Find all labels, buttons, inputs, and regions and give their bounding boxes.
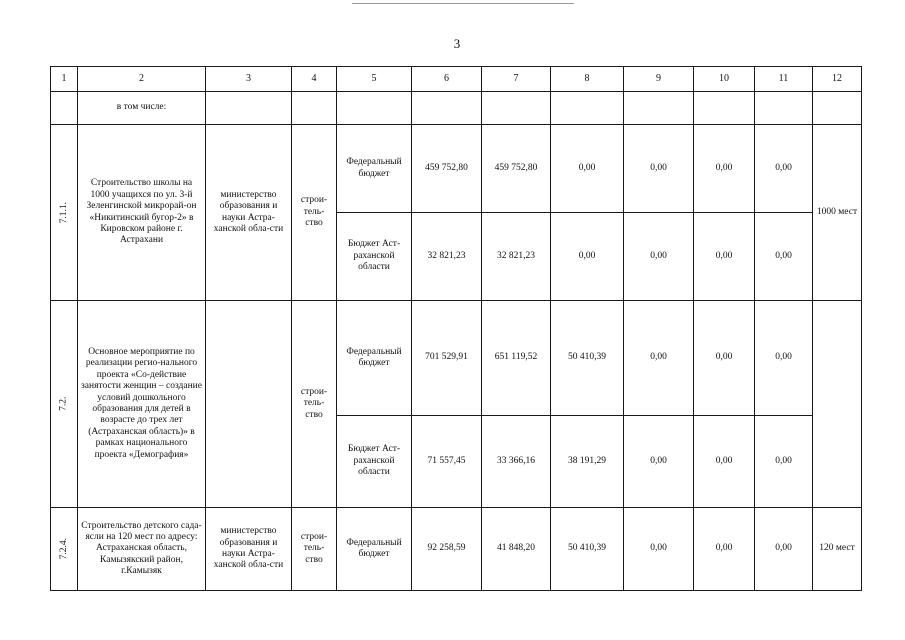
row-code: 7.2.4. bbox=[51, 508, 78, 591]
value-cell: 50 410,39 bbox=[551, 508, 624, 591]
value-cell: 0,00 bbox=[694, 416, 755, 508]
row-code: 7.1.1. bbox=[51, 125, 78, 301]
empty-cell bbox=[482, 92, 551, 125]
header-cell: 6 bbox=[412, 67, 482, 92]
work-type-cell: строи-тель-ство bbox=[292, 125, 337, 301]
empty-cell bbox=[551, 92, 624, 125]
work-type-cell: строи-тель-ство bbox=[292, 508, 337, 591]
work-type-cell: строи-тель-ство bbox=[292, 301, 337, 508]
including-label: в том числе: bbox=[78, 92, 206, 125]
value-cell: 0,00 bbox=[755, 416, 813, 508]
value-cell: 701 529,91 bbox=[412, 301, 482, 416]
empty-cell bbox=[412, 92, 482, 125]
value-cell: 0,00 bbox=[694, 301, 755, 416]
funding-source: Бюджет Аст-раханской области bbox=[337, 213, 412, 301]
capacity-cell: 120 мест bbox=[813, 508, 862, 591]
empty-cell bbox=[813, 92, 862, 125]
value-cell: 0,00 bbox=[694, 125, 755, 213]
empty-cell bbox=[206, 92, 292, 125]
value-cell: 0,00 bbox=[694, 213, 755, 301]
header-cell: 3 bbox=[206, 67, 292, 92]
empty-cell bbox=[337, 92, 412, 125]
header-cell: 12 bbox=[813, 67, 862, 92]
measure-name: Строительство школы на 1000 учащихся по ул. 3-й Зеленгинской микрорай-он «Никитинский бугор-2» в Кировском районе г. Астрахани bbox=[78, 125, 206, 301]
measure-name: Строительство детского сада-ясли на 120 мест по адресу: Астраханская область, Камызякский район, г.Камызяк bbox=[78, 508, 206, 591]
value-cell: 0,00 bbox=[755, 301, 813, 416]
executor-cell: министерство образования и науки Астра-ханской обла-сти bbox=[206, 508, 292, 591]
header-cell: 8 bbox=[551, 67, 624, 92]
header-cell: 2 bbox=[78, 67, 206, 92]
capacity-cell: 1000 мест bbox=[813, 125, 862, 301]
value-cell: 92 258,59 bbox=[412, 508, 482, 591]
budget-table bbox=[50, 66, 862, 591]
empty-cell bbox=[51, 92, 78, 125]
value-cell: 38 191,29 bbox=[551, 416, 624, 508]
value-cell: 0,00 bbox=[755, 508, 813, 591]
value-cell: 0,00 bbox=[624, 213, 694, 301]
value-cell: 50 410,39 bbox=[551, 301, 624, 416]
header-cell: 9 bbox=[624, 67, 694, 92]
table-row bbox=[51, 125, 862, 213]
value-cell: 0,00 bbox=[624, 301, 694, 416]
value-cell: 0,00 bbox=[755, 125, 813, 213]
empty-cell bbox=[624, 92, 694, 125]
including-row bbox=[51, 92, 862, 125]
value-cell: 651 119,52 bbox=[482, 301, 551, 416]
funding-source: Федеральный бюджет bbox=[337, 125, 412, 213]
empty-cell bbox=[694, 92, 755, 125]
empty-cell bbox=[292, 92, 337, 125]
value-cell: 32 821,23 bbox=[412, 213, 482, 301]
value-cell: 71 557,45 bbox=[412, 416, 482, 508]
value-cell: 0,00 bbox=[624, 416, 694, 508]
row-code: 7.2. bbox=[51, 301, 78, 508]
table-row bbox=[51, 301, 862, 416]
executor-cell bbox=[206, 301, 292, 508]
value-cell: 459 752,80 bbox=[412, 125, 482, 213]
executor-cell: министерство образования и науки Астра-ханской обла-сти bbox=[206, 125, 292, 301]
value-cell: 459 752,80 bbox=[482, 125, 551, 213]
header-row bbox=[51, 67, 862, 92]
header-cell: 4 bbox=[292, 67, 337, 92]
header-cell: 11 bbox=[755, 67, 813, 92]
funding-source: Федеральный бюджет bbox=[337, 301, 412, 416]
header-cell: 5 bbox=[337, 67, 412, 92]
value-cell: 41 848,20 bbox=[482, 508, 551, 591]
measure-name: Основное мероприятие по реализации регио-нального проекта «Со-действие занятости женщин – создание условий дошкольного образования для детей в возрасте до трех лет (Астраханская область)» в рамках национального проекта «Демография» bbox=[78, 301, 206, 508]
top-rule bbox=[352, 3, 574, 4]
value-cell: 32 821,23 bbox=[482, 213, 551, 301]
capacity-cell bbox=[813, 301, 862, 508]
value-cell: 0,00 bbox=[551, 213, 624, 301]
value-cell: 0,00 bbox=[755, 213, 813, 301]
funding-source: Бюджет Аст-раханской области bbox=[337, 416, 412, 508]
value-cell: 0,00 bbox=[624, 125, 694, 213]
value-cell: 33 366,16 bbox=[482, 416, 551, 508]
header-cell: 10 bbox=[694, 67, 755, 92]
value-cell: 0,00 bbox=[551, 125, 624, 213]
header-cell: 1 bbox=[51, 67, 78, 92]
funding-source: Федеральный бюджет bbox=[337, 508, 412, 591]
value-cell: 0,00 bbox=[694, 508, 755, 591]
table-row bbox=[51, 508, 862, 591]
page-number: 3 bbox=[453, 36, 461, 51]
value-cell: 0,00 bbox=[624, 508, 694, 591]
header-cell: 7 bbox=[482, 67, 551, 92]
empty-cell bbox=[755, 92, 813, 125]
